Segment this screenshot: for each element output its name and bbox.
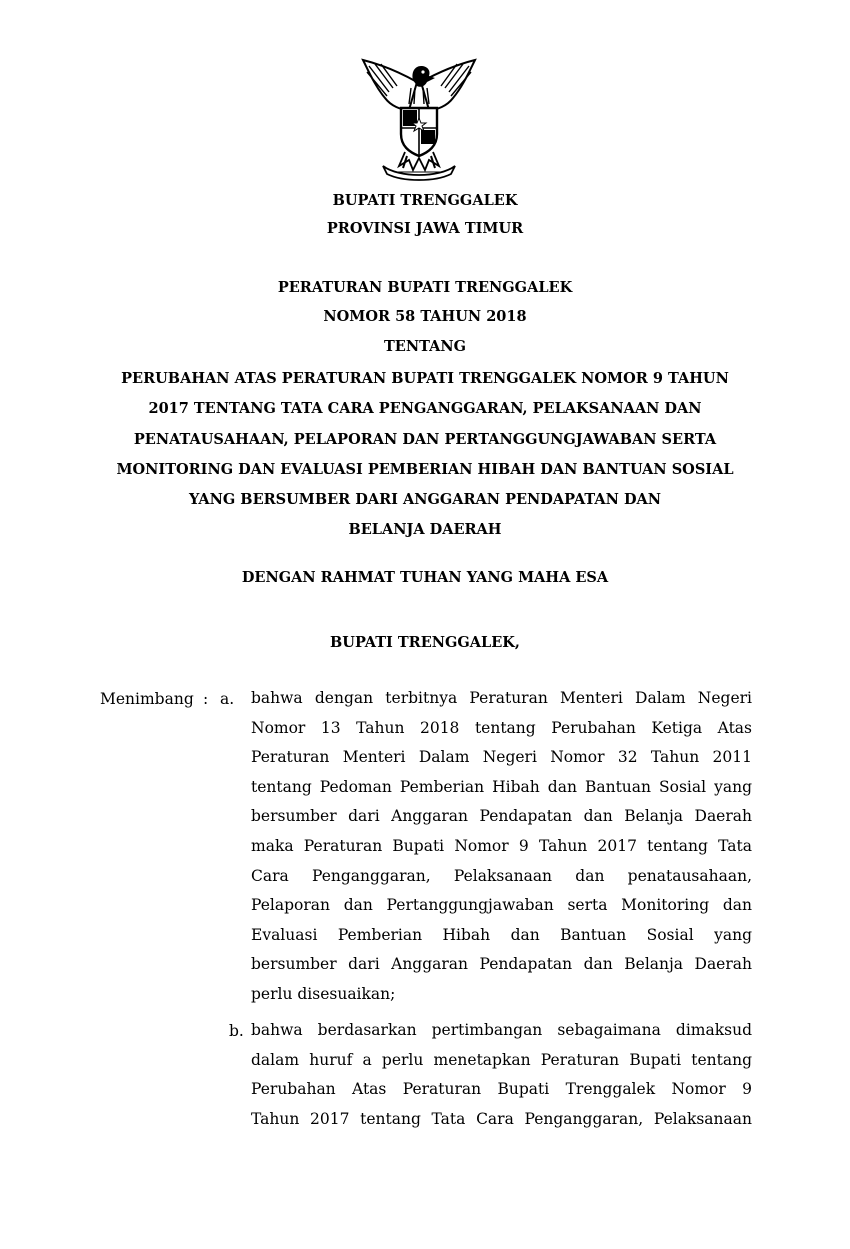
subject-line: PERUBAHAN ATAS PERATURAN BUPATI TRENGGALEK NOMOR 9 TAHUN [121,370,729,387]
authority: BUPATI TRENGGALEK, [330,634,520,651]
item-line: Nomor 13 Tahun 2018 tentang Perubahan Ketiga Atas [251,718,752,737]
considering-item-a [251,684,752,1010]
item-line: Perubahan Atas Peraturan Bupati Trenggalek Nomor 9 [251,1080,752,1099]
item-line: Cara Penganggaran, Pelaksanaan dan penatausahaan, [251,866,752,885]
item-marker-a: a. [220,690,235,708]
regulation-number: NOMOR 58 TAHUN 2018 [323,308,527,325]
item-line: bersumber dari Anggaran Pendapatan dan Belanja Daerah [251,807,752,826]
considering-colon: : [203,690,209,708]
item-marker-b: b. [229,1022,244,1040]
regulation-title: PERATURAN BUPATI TRENGGALEK [277,279,573,296]
subject-line: YANG BERSUMBER DARI ANGGARAN PENDAPATAN DAN [188,491,662,509]
garuda-emblem-icon [358,52,480,182]
item-line: dalam huruf a perlu menetapkan Peraturan Bupati tentang [251,1050,752,1069]
item-line: Peraturan Menteri Dalam Negeri Nomor 32 Tahun 2011 [251,748,752,767]
subject-line: MONITORING DAN EVALUASI PEMBERIAN HIBAH DAN BANTUAN SOSIAL [116,460,734,478]
considering-label: Menimbang [100,690,194,708]
subject-line: 2017 TENTANG TATA CARA PENGANGGARAN, PELAKSANAAN DAN [148,400,702,418]
regulation-subject [100,364,750,546]
subject-line: BELANJA DAERAH [348,521,502,539]
item-line: Tahun 2017 tentang Tata Cara Penganggaran, Pelaksanaan [251,1109,752,1128]
province-name: PROVINSI JAWA TIMUR [326,220,524,237]
institution-name: BUPATI TRENGGALEK [332,192,518,209]
subject-line: PENATAUSAHAAN, PELAPORAN DAN PERTANGGUNGJAWABAN SERTA [133,430,717,448]
item-line: maka Peraturan Bupati Nomor 9 Tahun 2017 tentang Tata [251,836,752,855]
invocation: DENGAN RAHMAT TUHAN YANG MAHA ESA [241,569,609,586]
item-line: tentang Pedoman Pemberian Hibah dan Bantuan Sosial yang [251,777,752,796]
considering-item-b [251,1016,752,1134]
item-line: Evaluasi Pemberian Hibah dan Bantuan Sosial yang [251,925,752,944]
item-line: bahwa berdasarkan pertimbangan sebagaimana dimaksud [251,1021,752,1039]
item-line: perlu disesuaikan; [251,984,396,1003]
item-line: Pelaporan dan Pertanggungjawaban serta Monitoring dan [251,896,752,915]
regulation-about: TENTANG [384,338,466,355]
item-line: bahwa dengan terbitnya Peraturan Menteri Dalam Negeri [251,689,752,707]
item-line: bersumber dari Anggaran Pendapatan dan Belanja Daerah [251,955,752,974]
